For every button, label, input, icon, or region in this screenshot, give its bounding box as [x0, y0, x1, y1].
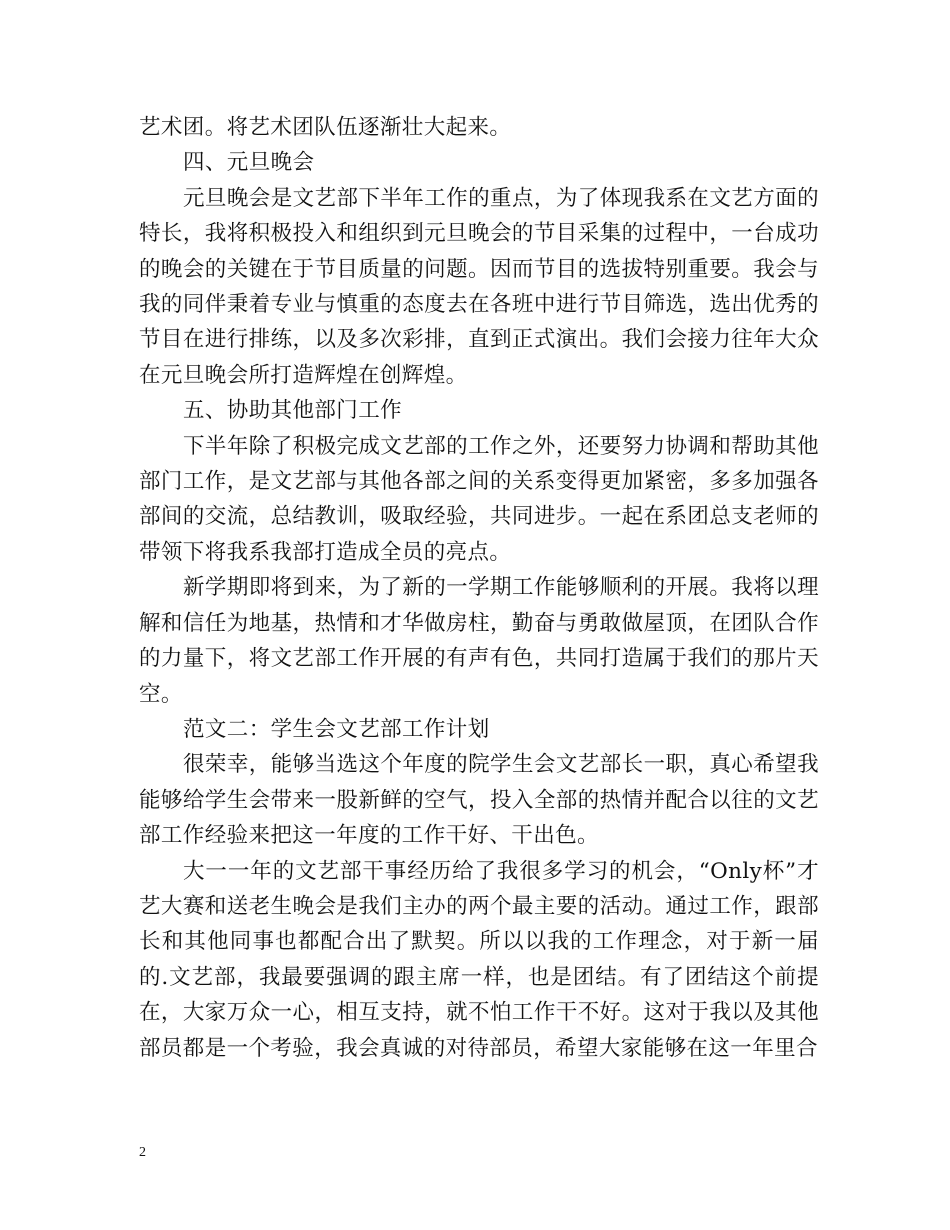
paragraph-freshman-year: 大一一年的文艺部干事经历给了我很多学习的机会，“Only杯”才艺大赛和送老生晚会是我们主办的两个最主要的活动。通过工作，跟部长和其他同事也都配合出了默契。所以以我的工作理念，对于新一届的.文艺部，我最要强调的跟主席一样，也是团结。有了团结这个前提在，大家万众一心，相互支持，就不怕工作干不好。这对于我以及其他部员都是一个考验，我会真诚的对待部员，希望大家能够在这一年里合: [139, 858, 819, 1061]
paragraph-continuation: 艺术团。将艺术团队伍逐渐壮大起来。: [139, 115, 512, 140]
section-heading-sample-two: 范文二：学生会文艺部工作计划: [183, 716, 490, 742]
document-body: [139, 110, 819, 1066]
paragraph-honored: 很荣幸，能够当选这个年度的院学生会文艺部长一职，真心希望我能够给学生会带来一股新鲜的空气，投入全部的热情并配合以往的文艺部工作经验来把这一年度的工作干好、干出色。: [139, 752, 819, 849]
paragraph-new-year-gala: 元旦晚会是文艺部下半年工作的重点，为了体现我系在文艺方面的特长，我将积极投入和组织到元旦晚会的节目采集的过程中，一台成功的晚会的关键在于节目质量的问题。因而节目的选拔特别重要。我会与我的同伴秉着专业与慎重的态度去在各班中进行节目筛选，选出优秀的节目在进行排练，以及多次彩排，直到正式演出。我们会接力往年大众在元旦晚会所打造辉煌在创辉煌。: [139, 185, 819, 388]
section-heading-assist-departments: 五、协助其他部门工作: [183, 398, 403, 424]
paragraph-assist-departments: 下半年除了积极完成文艺部的工作之外，还要努力协调和帮助其他部门工作，是文艺部与其他各部之间的关系变得更加紧密，多多加强各部间的交流，总结教训，吸取经验，共同进步。一起在系团总支老师的带领下将我系我部打造成全员的亮点。: [139, 433, 819, 565]
page-number: 2: [139, 1145, 146, 1160]
section-heading-new-year-gala: 四、元旦晚会: [183, 150, 315, 176]
paragraph-new-semester: 新学期即将到来，为了新的一学期工作能够顺利的开展。我将以理解和信任为地基，热情和才华做房柱，勤奋与勇敢做屋顶，在团队合作的力量下，将文艺部工作开展的有声有色，共同打造属于我们的那片天空。: [139, 575, 819, 707]
